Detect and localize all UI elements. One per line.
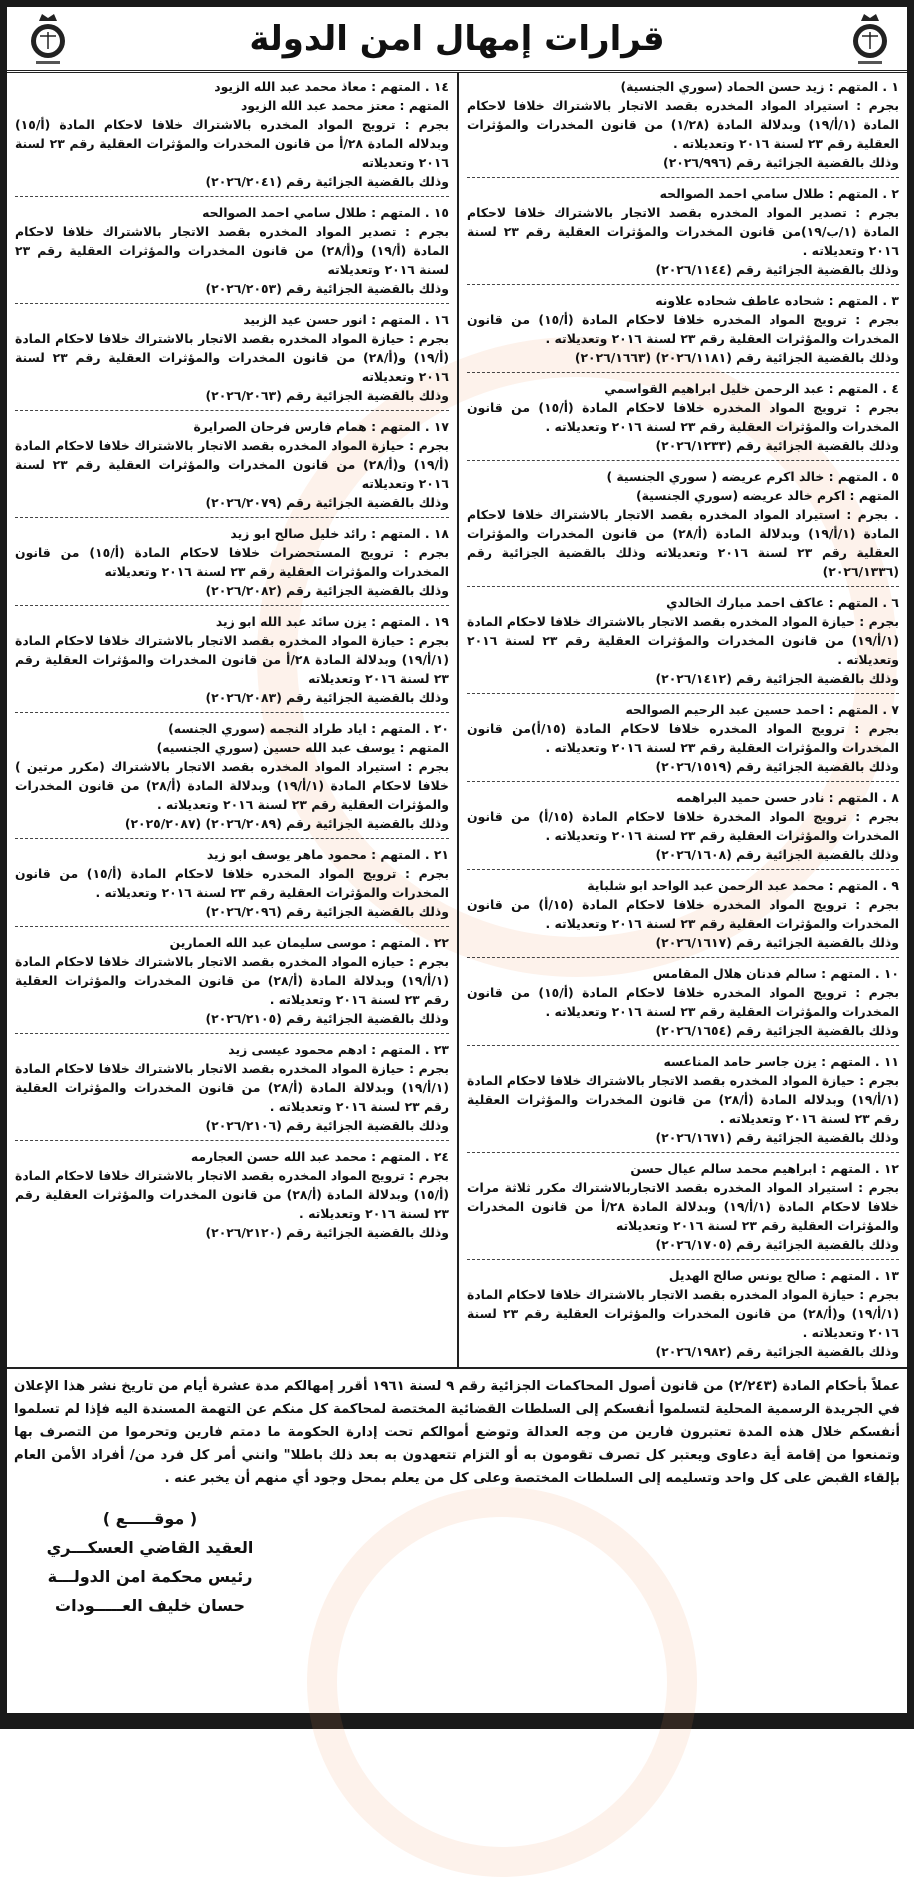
accused-name: ٧ . المتهم : احمد حسين عبد الرحيم الصوالحه bbox=[625, 702, 899, 717]
item-separator bbox=[467, 957, 899, 958]
signer-name: حسان خليف العـــــودات bbox=[55, 1596, 245, 1615]
accused-name: ٢ . المتهم : طلال سامي احمد الصوالحه bbox=[659, 186, 899, 201]
accused-name: ٦ . المتهم : عاكف احمد مبارك الخالدي bbox=[666, 595, 899, 610]
accused-name: ٢٣ . المتهم : ادهم محمود عيسى زيد bbox=[228, 1042, 449, 1057]
accused-name: ٢١ . المتهم : محمود ماهر يوسف ابو زيد bbox=[206, 847, 449, 862]
decision-item bbox=[15, 719, 449, 833]
right-column bbox=[457, 73, 907, 1367]
case-number: وذلك بالقضية الجزائية رقم (٢٠٢٦/٢٠٤١) bbox=[205, 174, 449, 189]
charge-text: بجرم : ترويج المواد المخدره خلافا لاحكام المادة (أ/١٥) من قانون المخدرات والمؤثرات العقلية رقم ٢٣ لسنة ٢٠١٦ وتعديلاته . bbox=[467, 312, 899, 346]
page-title: قرارات إمهال امن الدولة bbox=[249, 18, 665, 59]
charge-text: بجرم : حيازة المواد المخدره بقصد الاتجار بالاشتراك خلافا لاحكام المادة (١/أ/١٩) وبدلالة المادة ٢٨/أ من قانون المخدرات والمؤثرات العقلية رقم ٢٣ لسنة ٢٠١٦ وتعديلاته bbox=[15, 633, 449, 686]
decision-item bbox=[467, 467, 899, 581]
item-separator bbox=[467, 177, 899, 178]
accused-name: ٢٤ . المتهم : محمد عبد الله حسن العجارمه bbox=[190, 1149, 449, 1164]
item-separator bbox=[15, 410, 449, 411]
decision-item bbox=[15, 1147, 449, 1242]
decision-item bbox=[467, 291, 899, 367]
accused-name: ١٤ . المتهم : معاذ محمد عبد الله الزيود bbox=[214, 79, 449, 94]
accused-name: المتهم : يوسف عبد الله حسين (سوري الجنسيه) bbox=[156, 740, 449, 755]
case-number: وذلك بالقضية الجزائية رقم (٢٠٢٦/١٤١٢) bbox=[655, 671, 899, 686]
accused-name: ١٠ . المتهم : سالم فدنان هلال المقامس bbox=[652, 966, 899, 981]
watermark-ring bbox=[307, 1487, 697, 1877]
case-number: وذلك بالقضية الجزائية رقم (٢٠٢٦/٢١٠٥) bbox=[205, 1011, 449, 1026]
case-number: وذلك بالقضية الجزائية رقم (٢٠٢٦/٢٠٨٢) bbox=[205, 583, 449, 598]
case-number: وذلك بالقضية الجزائية رقم (٢٠٢٦/١١٨١) (٢٠٢٦/١٦٦٣) bbox=[574, 350, 899, 365]
item-separator bbox=[467, 1152, 899, 1153]
charge-text: بجرم : استيراد المواد المخدره بقصد الاتجار بالاشتراك خلافا لاحكام المادة (١/أ/١٩) وبدلالة المادة (١/٢٨) من قانون المخدرات والمؤثرات العقلية رقم ٢٣ لسنة ٢٠١٦ وتعديلاته . bbox=[467, 98, 899, 151]
accused-name: ١٩ . المتهم : يزن سائد عبد الله ابو زيد bbox=[215, 614, 449, 629]
accused-name: ٩ . المتهم : محمد عبد الرحمن عبد الواحد ابو شلباية bbox=[587, 878, 899, 893]
charge-text: بجرم : حيازة المواد المخدره بقصد الاتجار بالاشتراك خلافا لاحكام المادة (١/أ/١٩) من قانون المخدرات والمؤثرات العقلية رقم ٢٣ لسنة ٢٠١٦ وتعديلاته . bbox=[467, 614, 899, 667]
item-separator bbox=[15, 1140, 449, 1141]
decision-item bbox=[467, 964, 899, 1040]
item-separator bbox=[15, 196, 449, 197]
charge-text: بجرم : ترويج المواد المخدره بالاشتراك خلافا لاحكام المادة (أ/١٥) وبدلاله المادة ٢٨/أ من قانون المخدرات والمؤثرات العقلية رقم ٢٣ لسنة ٢٠١٦ وتعديلاته bbox=[15, 117, 449, 170]
decision-item bbox=[15, 933, 449, 1028]
case-number: وذلك بالقضية الجزائية رقم (٢٠٢٦/١٦١٧) bbox=[655, 935, 899, 950]
decisions-columns bbox=[7, 73, 907, 1367]
charge-text: بجرم : ترويج المواد المخدره خلافا لاحكام المادة (أ/١٥) من قانون المخدرات والمؤثرات العقلية رقم ٢٣ لسنة ٢٠١٦ وتعديلاته . bbox=[467, 400, 899, 434]
case-number: وذلك بالقضية الجزائية رقم (٢٠٢٦/٩٩٦) bbox=[663, 155, 899, 170]
case-number: وذلك بالقضية الجزائية رقم (٢٠٢٦/١١٤٤) bbox=[655, 262, 899, 277]
court-emblem-icon bbox=[844, 11, 896, 67]
charge-text: بجرم : استيراد المواد المخدره بقصد الاتجار بالاشتراك (مكرر مرتين ) خلافا لاحكام المادة (١/أ/١٩) وبدلالة المادة (أ/٢٨) من قانون المخدرات والمؤثرات العقلية رقم ٢٣ لسنة ٢٠١٦ وتعديلاته . bbox=[15, 759, 449, 812]
decision-item bbox=[467, 1266, 899, 1361]
charge-text: بجرم : حيازة المواد المخدره بقصد الاتجار بالاشتراك خلافا لاحكام المادة (أ/١٩) و(أ/٢٨) من قانون المخدرات والمؤثرات العقلية رقم ٢٣ لسنة ٢٠١٦ وتعديلاته bbox=[15, 331, 449, 384]
notice-paragraph: عملاً بأحكام المادة (٢/٢٤٣) من قانون أصول المحاكمات الجزائية رقم ٩ لسنة ١٩٦١ أقرر إمهالكم مدة عشرة أيام من تاريخ نشر هذا الإعلان في الجريدة الرسمية المحلية لتسلموا أنفسكم إلى السلطات القضائية المختصة لمحاكمة كل منكم عن التهمة المسندة اليه فإذا لم تسلموا أنفسكم خلال هذه المدة تعتبرون فارين من وجه العدالة وتوضع أموالكم تحت إدارة الحكومة ما دمتم فارين وتحرموا من التصرف بها وتمنعوا من إقامة أية دعاوى ويعتبر كل تصرف تقومون به أو التزام تتعهدون به بعد ذلك باطلا" وانني أمر كل فرد من/ أفراد الأمن العام بإلقاء القبض على كل واحد وتسليمه إلى السلطات المختصة وعلى كل من يعلم بمحل وجود أي منهم أن يخبر عنه . bbox=[7, 1367, 907, 1490]
case-number: وذلك بالقضية الجزائية رقم (٢٠٢٦/١٦٥٤) bbox=[655, 1023, 899, 1038]
item-separator bbox=[467, 460, 899, 461]
item-separator bbox=[15, 1033, 449, 1034]
decision-item bbox=[15, 417, 449, 512]
accused-name: ٣ . المتهم : شحاده عاطف شحاده علاونه bbox=[655, 293, 899, 308]
accused-name: ٢٢ . المتهم : موسى سليمان عبد الله العمارين bbox=[169, 935, 449, 950]
item-separator bbox=[15, 926, 449, 927]
case-number: وذلك بالقضية الجزائية رقم (٢٠٢٦/١٥١٩) bbox=[655, 759, 899, 774]
decision-item bbox=[15, 77, 449, 191]
decision-item bbox=[467, 593, 899, 688]
accused-name: المتهم : اكرم خالد عريضه (سوري الجنسية) bbox=[635, 488, 899, 503]
accused-name: ١٥ . المتهم : طلال سامي احمد الصوالحه bbox=[202, 205, 449, 220]
accused-name: ١٣ . المتهم : صالح يونس صالح الهديل bbox=[668, 1268, 899, 1283]
charge-text: بجرم : حيازة المواد المخدره بقصد الاتجار بالاشتراك خلافا لاحكام المادة (أ/١٩) و(أ/٢٨) من قانون المخدرات والمؤثرات العقلية رقم ٢٣ لسنة ٢٠١٦ وتعديلاته bbox=[15, 438, 449, 491]
charge-text: بجرم : ترويج المواد المخدرة خلافا لاحكام المادة (١٥/أ) من قانون المخدرات والمؤثرات العقلية رقم ٢٣ لسنة ٢٠١٦ وتعديلاته . bbox=[467, 809, 899, 843]
accused-name: ٥ . المتهم : خالد اكرم عريضه ( سوري الجنسية ) bbox=[606, 469, 899, 484]
charge-text: بجرم : حيازة المواد المخدره بقصد الاتجار بالاشتراك خلافا لاحكام المادة (١/أ/١٩) وبدلاله المادة (أ/٢٨) من قانون المخدرات والمؤثرات العقلية رقم ٢٣ لسنة ٢٠١٦ وتعديلاته . bbox=[467, 1073, 899, 1126]
case-number: وذلك بالقضية الجزائية رقم (٢٠٢٦/٢٠٥٣) bbox=[205, 281, 449, 296]
decision-item bbox=[467, 379, 899, 455]
item-separator bbox=[15, 303, 449, 304]
charge-text: بجرم : ترويج المواد المخدره خلافا لاحكام المادة (أ/١٥) من قانون المخدرات والمؤثرات العقلية رقم ٢٣ لسنة ٢٠١٦ وتعديلاته . bbox=[467, 985, 899, 1019]
case-number: وذلك بالقضية الجزائية رقم (٢٠٢٦/٢٠٩٦) bbox=[205, 904, 449, 919]
charge-text: بجرم : ترويج المواد المخدره بقصد الاتجار بالاشتراك خلافا لاحكام المادة (أ/١٥) وبدلالة المادة (أ/٢٨) من قانون المخدرات والمؤثرات العقلية رقم ٢٣ لسنة ٢٠١٦ وتعديلاته . bbox=[15, 1168, 449, 1221]
case-number: وذلك بالقضية الجزائية رقم (٢٠٢٦/١٧٠٥) bbox=[655, 1237, 899, 1252]
document-header bbox=[7, 7, 907, 73]
accused-name: ١٦ . المتهم : انور حسن عيد الزبيد bbox=[243, 312, 449, 327]
accused-name: ٢٠ . المتهم : اياد طراد النجمه (سوري الجنسه) bbox=[168, 721, 449, 736]
charge-text: بجرم : حيازة المواد المخدره بقصد الاتجار بالاشتراك خلافا لاحكام المادة (١/أ/١٩) و(أ/٢٨) من قانون المخدرات والمؤثرات العقلية رقم ٢٣ لسنة ٢٠١٦ وتعديلاته . bbox=[467, 1287, 899, 1340]
decision-item bbox=[15, 612, 449, 707]
case-number: وذلك بالقضية الجزائية رقم (٢٠٢٦/٢٠٦٣) bbox=[205, 388, 449, 403]
item-separator bbox=[467, 284, 899, 285]
accused-name: ١٢ . المتهم : ابراهيم محمد سالم عيال حسن bbox=[630, 1161, 899, 1176]
case-number: وذلك بالقضية الجزائية رقم (٢٠٢٦/٢٠٨٣) bbox=[205, 690, 449, 705]
item-separator bbox=[15, 605, 449, 606]
decision-item bbox=[467, 1159, 899, 1254]
charge-text: . بجرم : استيراد المواد المخدره بقصد الاتجار بالاشتراك خلافا لاحكام المادة (١/أ/١٩) وبدلالة المادة (أ/٢٨) من قانون المخدرات والمؤثرات العقلية رقم ٢٣ لسنة ٢٠١٦ وتعديلاته وذلك بالقضية الجزائية رقم (٢٠٢٦/١٣٣٦) bbox=[467, 507, 899, 579]
charge-text: بجرم : ترويج المواد المخدره خلافا لاحكام المادة (١٥/أ)من قانون المخدرات والمؤثرات العقلية رقم ٢٣ لسنة ٢٠١٦ وتعديلاته . bbox=[467, 721, 899, 755]
item-separator bbox=[15, 517, 449, 518]
signed-label: ( موقـــــع ) bbox=[102, 1509, 198, 1528]
item-separator bbox=[467, 1045, 899, 1046]
accused-name: ٨ . المتهم : نادر حسن حميد البراهمه bbox=[676, 790, 899, 805]
item-separator bbox=[467, 693, 899, 694]
item-separator bbox=[15, 712, 449, 713]
case-number: وذلك بالقضية الجزائية رقم (٢٠٢٦/١٢٣٣) bbox=[655, 438, 899, 453]
decision-item bbox=[15, 1040, 449, 1135]
signer-rank: العقيد القاضي العسكـــري bbox=[46, 1538, 254, 1557]
case-number: وذلك بالقضية الجزائية رقم (٢٠٢٦/٢١٠٦) bbox=[205, 1118, 449, 1133]
charge-text: بجرم : تصدير المواد المخدره بقصد الاتجار بالاشتراك خلافا لاحكام المادة (أ/١٩) و(أ/٢٨) من قانون المخدرات والمؤثرات العقلية رقم ٢٣ لسنة ٢٠١٦ وتعديلاته bbox=[15, 224, 449, 277]
item-separator bbox=[467, 781, 899, 782]
accused-name: ١٨ . المتهم : رائد خليل صالح ابو زيد bbox=[230, 526, 449, 541]
accused-name: المتهم : معتز محمد عبد الله الزيود bbox=[240, 98, 449, 113]
accused-name: ١١ . المتهم : يزن جاسر حامد المناعسه bbox=[663, 1054, 899, 1069]
decision-item bbox=[15, 203, 449, 298]
item-separator bbox=[467, 372, 899, 373]
case-number: وذلك بالقضية الجزائية رقم (٢٠٢٦/٢٠٨٩) (٢٠٢٥/٢٠٨٧) bbox=[124, 816, 449, 831]
charge-text: بجرم : ترويج المواد المخدره خلافا لاحكام المادة (أ/١٥) من قانون المخدرات والمؤثرات العقلية رقم ٢٣ لسنة ٢٠١٦ وتعديلاته . bbox=[15, 866, 449, 900]
decision-item bbox=[15, 845, 449, 921]
case-number: وذلك بالقضية الجزائية رقم (٢٠٢٦/١٦٠٨) bbox=[655, 847, 899, 862]
decision-item bbox=[467, 700, 899, 776]
decision-item bbox=[15, 310, 449, 405]
decision-item bbox=[467, 184, 899, 279]
case-number: وذلك بالقضية الجزائية رقم (٢٠٢٦/١٦٧١) bbox=[655, 1130, 899, 1145]
item-separator bbox=[467, 1259, 899, 1260]
charge-text: بجرم : حيازه المواد المخدره بقصد الاتجار بالاشتراك خلافا لاحكام المادة (١/أ/١٩) وبدلالة المادة (أ/٢٨) من قانون المخدرات والمؤثرات العقلية رقم ٢٣ لسنة ٢٠١٦ وتعديلاته . bbox=[15, 954, 449, 1007]
charge-text: بجرم : ترويج المستحضرات خلافا لاحكام المادة (أ/١٥) من قانون المخدرات والمؤثرات العقلية رقم ٢٣ لسنة ٢٠١٦ وتعديلاته bbox=[15, 545, 449, 579]
item-separator bbox=[15, 838, 449, 839]
decision-item bbox=[467, 77, 899, 172]
court-emblem-icon bbox=[22, 11, 74, 67]
decision-item bbox=[467, 788, 899, 864]
accused-name: ٤ . المتهم : عبد الرحمن خليل ابراهيم القواسمي bbox=[604, 381, 899, 396]
case-number: وذلك بالقضية الجزائية رقم (٢٠٢٦/٢١٢٠) bbox=[205, 1225, 449, 1240]
charge-text: بجرم : ترويج المواد المخدره خلافا لاحكام المادة (١٥/أ) من قانون المخدرات والمؤثرات العقلية رقم ٢٣ لسنة ٢٠١٦ وتعديلاته . bbox=[467, 897, 899, 931]
charge-text: بجرم : حيازة المواد المخدره بقصد الاتجار بالاشتراك خلافا لاحكام المادة (١/أ/١٩) وبدلالة المادة (أ/٢٨) من قانون المخدرات والمؤثرات العقلية رقم ٢٣ لسنة ٢٠١٦ وتعديلاته . bbox=[15, 1061, 449, 1114]
accused-name: ١٧ . المتهم : همام فارس فرحان الصرايرة bbox=[193, 419, 449, 434]
decision-item bbox=[467, 1052, 899, 1147]
signature-block bbox=[20, 1504, 280, 1620]
decision-item bbox=[15, 524, 449, 600]
left-column bbox=[7, 73, 457, 1367]
case-number: وذلك بالقضية الجزائية رقم (٢٠٢٦/٢٠٧٩) bbox=[205, 495, 449, 510]
charge-text: بجرم : تصدير المواد المخدره بقصد الاتجار بالاشتراك خلافا لاحكام المادة (١/ب/١٩)من قانون المخدرات والمؤثرات العقلية رقم ٢٣ لسنة ٢٠١٦ وتعديلاته . bbox=[467, 205, 899, 258]
decision-item bbox=[467, 876, 899, 952]
signer-position: رئيس محكمة امن الدولـــة bbox=[47, 1567, 253, 1586]
item-separator bbox=[467, 869, 899, 870]
item-separator bbox=[467, 586, 899, 587]
case-number: وذلك بالقضية الجزائية رقم (٢٠٢٦/١٩٨٢) bbox=[655, 1344, 899, 1359]
accused-name: ١ . المتهم : زيد حسن الحماد (سوري الجنسية) bbox=[620, 79, 899, 94]
charge-text: بجرم : استيراد المواد المخدره بقصد الاتجاربالاشتراك مكرر ثلاثة مرات خلافا لاحكام المادة (١/أ/١٩) وبدلالة المادة ٢٨/أ من قانون المخدرات والمؤثرات العقلية رقم ٢٣ لسنة ٢٠١٦ وتعديلاته bbox=[467, 1180, 899, 1233]
